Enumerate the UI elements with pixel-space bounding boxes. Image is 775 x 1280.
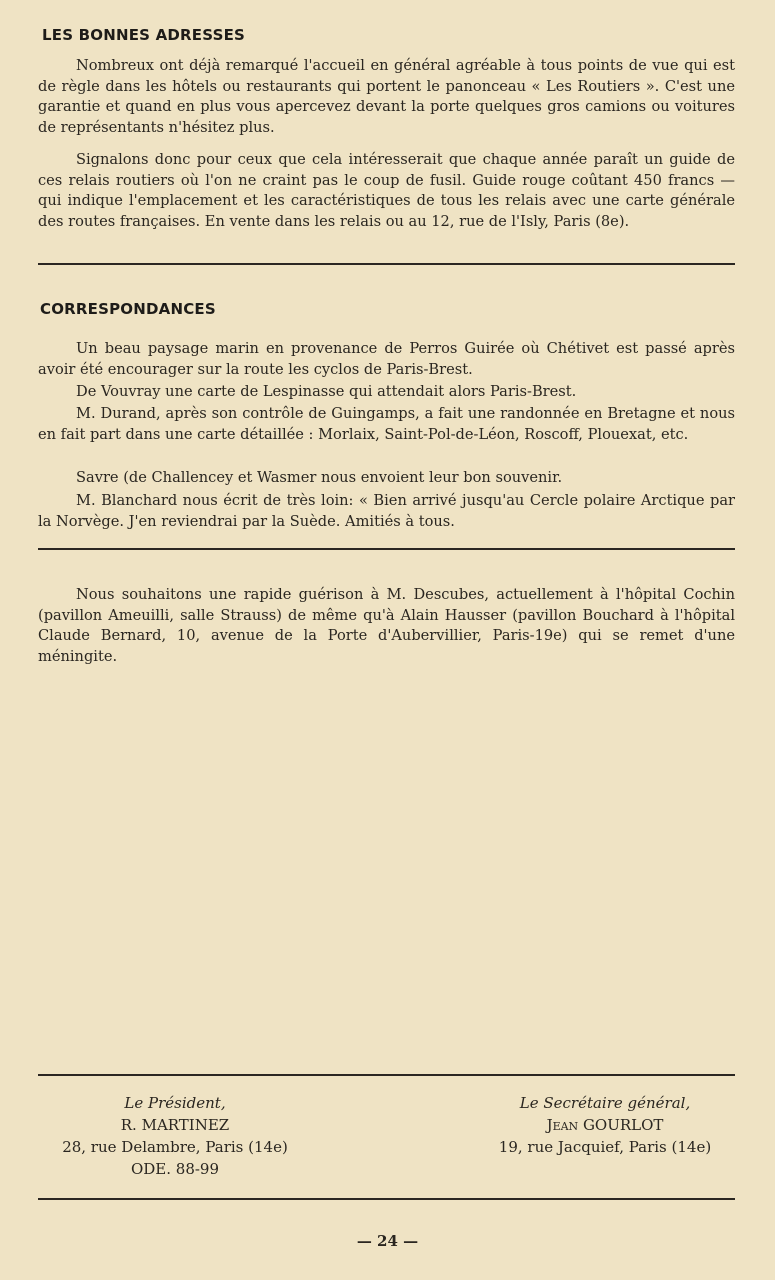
paragraph: Un beau paysage marin en provenance de Perros Guirée où Chétivet est passé après avoir été encourager sur la route les cyclos de Paris-Brest. [38, 340, 735, 378]
signature-role: Le Secrétaire général, [519, 1094, 691, 1112]
paragraph: De Vouvray une carte de Lespinasse qui attendait alors Paris-Brest. [76, 383, 577, 400]
section-heading-correspondances: CORRESPONDANCES [40, 300, 216, 318]
section-heading-bonnes-adresses: LES BONNES ADRESSES [42, 26, 246, 44]
paragraph: M. Durand, après son contrôle de Guingamps, a fait une randonnée en Bretagne et nous en fait part dans une carte détaillée : Morlaix, Saint-Pol-de-Léon, Roscoff, Plouexat, etc. [38, 405, 735, 443]
divider [38, 263, 735, 265]
paragraph: Nombreux ont déjà remarqué l'accueil en général agréable à tous points de vue qui est de règle dans les hôtels ou restaurants qui portent le panonceau « Les Routiers ». C'est une garantie et quand en plus vous apercevez devant la porte quelques gros camions ou voitures de représentants n'hésitez plus. [38, 57, 735, 136]
signature-address: 19, rue Jacquief, Paris (14e) [498, 1138, 712, 1156]
page-number: — 24 — [356, 1232, 419, 1250]
signature-secretary [465, 1092, 745, 1158]
divider [38, 548, 735, 550]
signature-president [40, 1092, 310, 1180]
signature-name: R. MARTINEZ [120, 1116, 230, 1134]
divider [38, 1074, 735, 1076]
paragraph: Nous souhaitons une rapide guérison à M. Descubes, actuellement à l'hôpital Cochin (pavillon Ameuilli, salle Strauss) de même qu'à Alain Hausser (pavillon Bouchard à l'hôpital Claude Bernard, 10, avenue de la Porte d'Aubervillier, Paris-19e) qui se remet d'une méningite. [38, 586, 735, 665]
paragraph: Savre (de Challencey et Wasmer nous envoient leur bon souvenir. [76, 469, 563, 486]
signature-role: Le Président, [124, 1094, 226, 1112]
paragraph: Signalons donc pour ceux que cela intéresserait que chaque année paraît un guide de ces relais routiers où l'on ne craint pas le coup de fusil. Guide rouge coûtant 450 francs — qui indique l'emplacement et les caractéristiques de tous les relais avec une carte générale des routes françaises. En vente dans les relais ou au 12, rue de l'Isly, Paris (8e). [38, 151, 735, 230]
signature-phone: ODE. 88-99 [130, 1160, 220, 1178]
divider [38, 1198, 735, 1200]
signature-name: Jean GOURLOT [546, 1116, 664, 1134]
signature-address: 28, rue Delambre, Paris (14e) [62, 1138, 288, 1156]
paragraph: M. Blanchard nous écrit de très loin: « Bien arrivé jusqu'au Cercle polaire Arctique par la Norvège. J'en reviendrai par la Suède. Amitiés à tous. [38, 492, 735, 530]
